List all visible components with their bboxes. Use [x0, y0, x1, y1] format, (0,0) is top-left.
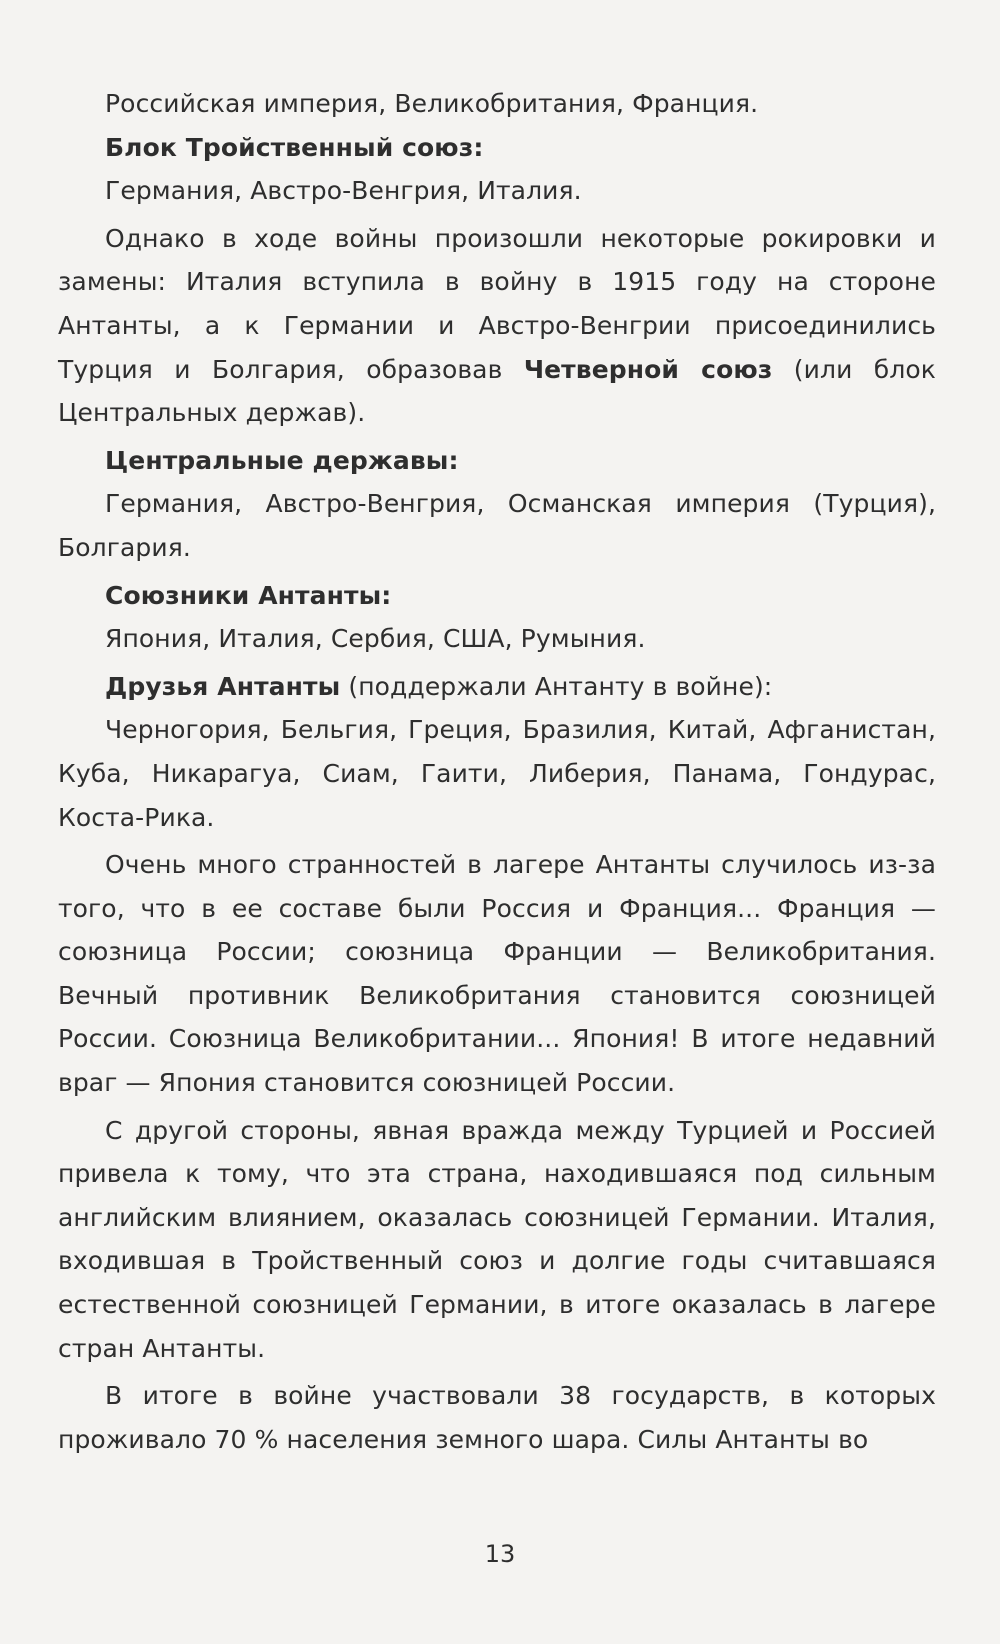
paragraph-changes-end: (или блок Центральных держав).: [58, 354, 936, 428]
paragraph-changes: [58, 217, 936, 435]
entente-friends-members: Черногория, Бельгия, Греция, Бразилия, Китай, Афганистан, Куба, Никарагуа, Сиам, Гаити, Либерия, Панама, Гондурас, Коста-Рика.: [58, 715, 936, 832]
entente-friends-note: (поддержали Антанту в войне):: [340, 671, 773, 701]
triple-alliance-heading: Блок Тройственный союз:: [105, 132, 484, 162]
entente-friends-term: Друзья Антанты: [105, 671, 341, 701]
entente-allies-heading: Союзники Антанты:: [105, 580, 392, 610]
page-number: 13: [484, 1540, 516, 1568]
entente-members: Российская империя, Великобритания, Франция.: [105, 89, 759, 118]
entente-friends-heading: [58, 665, 936, 709]
paragraph-result: В итоге в войне участвовали 38 государств, в которых проживало 70 % населения земного шара. Силы Антанты во: [58, 1381, 936, 1454]
page-body: [58, 82, 936, 1461]
paragraph-changes-text: Однако в ходе войны произошли некоторые рокировки и замены: Италия вступила в войну в 1915 году на стороне Антанты, а к Германии и Австро-Венгрии присоединились Турция и Болгария, образовав: [58, 223, 936, 384]
central-powers-members: Германия, Австро-Венгрия, Османская империя (Турция), Болгария.: [58, 489, 936, 562]
entente-allies-members: Япония, Италия, Сербия, США, Румыния.: [105, 624, 646, 654]
paragraph-oddities: Очень много странностей в лагере Антанты случилось из-за того, что в ее составе были Россия и Франция... Франция — союзница России; союзница Франции — Великобритания. Вечный противник Великобритания становится союзницей России. Союзница Великобритании... Япония! В итоге недавний враг — Япония становится союзницей России.: [58, 850, 936, 1098]
quadruple-alliance-term: Четверной союз: [523, 354, 773, 384]
triple-alliance-members: Германия, Австро-Венгрия, Италия.: [105, 176, 582, 206]
paragraph-other-side: С другой стороны, явная вражда между Турцией и Россией привела к тому, что эта страна, находившаяся под сильным английским влиянием, оказалась союзницей Германии. Италия, входившая в Тройственный союз и долгие годы считавшаяся естественной союзницей Германии, в итоге оказалась в лагере стран Антанты.: [58, 1115, 936, 1363]
central-powers-heading: Центральные державы:: [105, 445, 459, 475]
